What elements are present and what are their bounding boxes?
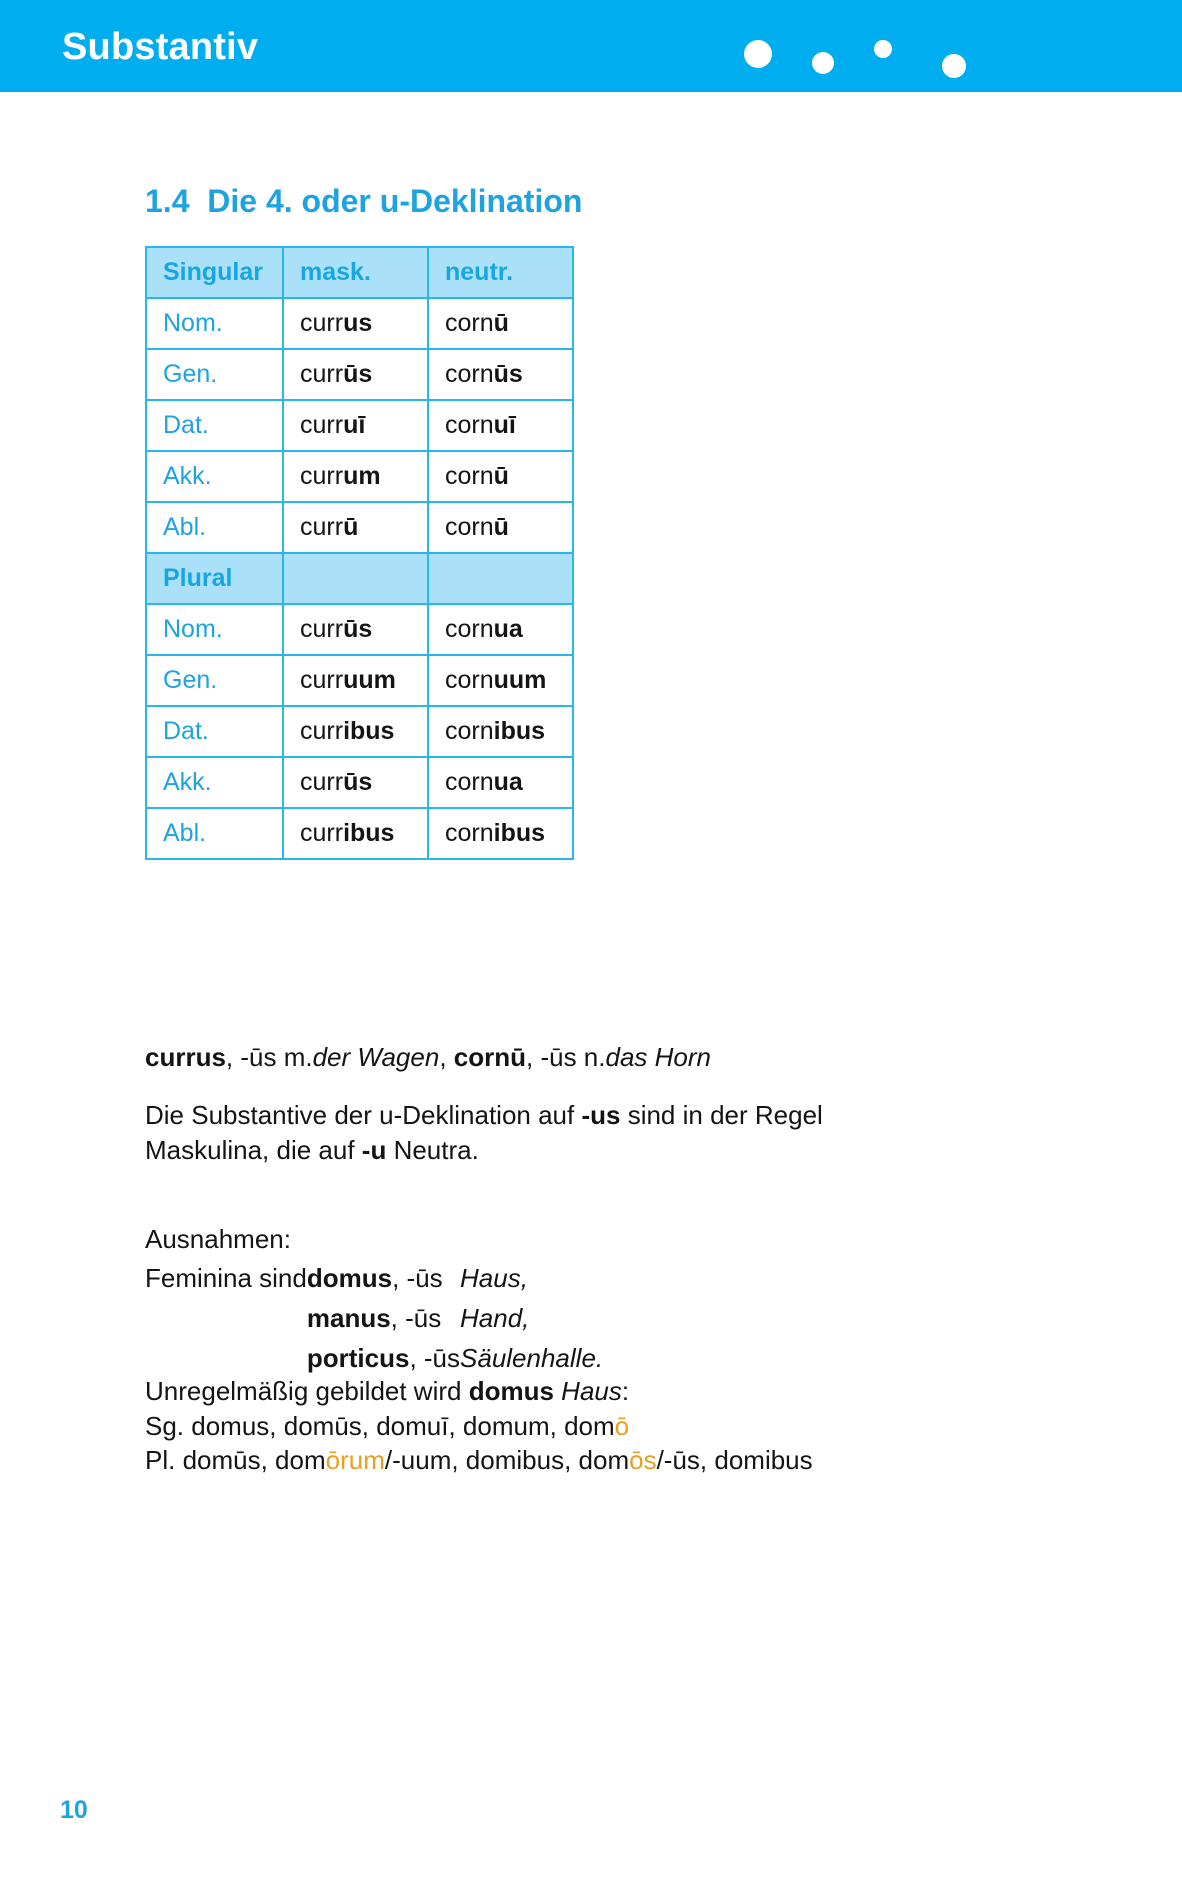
form-mask xyxy=(283,757,428,808)
rule-text-3: Neutra. xyxy=(386,1134,479,1165)
form-neutr xyxy=(428,451,573,502)
gloss-line xyxy=(145,1040,965,1075)
header-dot-medium-icon xyxy=(812,52,834,74)
form-stem: curr xyxy=(300,411,344,439)
form-stem: corn xyxy=(445,768,494,796)
form-ending: ibus xyxy=(493,819,546,847)
form-ending: ibus xyxy=(343,819,395,847)
form-stem: curr xyxy=(300,819,344,847)
exception-word-gen: , -ūs xyxy=(390,1302,442,1333)
exception-translation: Säulenhalle. xyxy=(460,1342,604,1373)
form-ending: uum xyxy=(343,666,396,694)
plural-empty-neutr xyxy=(428,553,573,604)
irregular-intro-text-2: : xyxy=(621,1376,630,1406)
gloss-word-1: currus xyxy=(145,1042,226,1072)
gloss-separator: , xyxy=(439,1042,454,1072)
irregular-pl-accent-2: ō xyxy=(629,1445,644,1476)
form-neutr xyxy=(428,400,573,451)
irregular-pl-text-5: /-ūs, domibus xyxy=(656,1445,813,1476)
table-row xyxy=(146,451,573,502)
exceptions-block xyxy=(145,1262,603,1381)
form-ending: uī xyxy=(493,411,516,439)
header-dot-medium-2-icon xyxy=(942,54,966,78)
exception-word-bold: manus xyxy=(306,1302,391,1333)
gloss-translation-1: der Wagen xyxy=(312,1042,440,1072)
table-row xyxy=(146,604,573,655)
exception-word-bold: domus xyxy=(306,1263,393,1293)
irregular-sg-accent: ō xyxy=(614,1410,630,1441)
form-stem: corn xyxy=(445,462,494,490)
form-stem: curr xyxy=(300,666,344,694)
form-ending: um xyxy=(343,462,381,490)
form-mask xyxy=(283,502,428,553)
exceptions-table xyxy=(145,1262,603,1381)
table-row xyxy=(146,655,573,706)
irregular-pl-text-2: rum xyxy=(340,1445,385,1476)
exception-translation: Hand, xyxy=(460,1302,530,1333)
form-neutr xyxy=(428,655,573,706)
header-dot-large-icon xyxy=(744,40,772,68)
table-row xyxy=(146,349,573,400)
form-neutr xyxy=(428,502,573,553)
form-stem: corn xyxy=(445,513,494,541)
exception-row xyxy=(145,1262,603,1302)
gloss-gen-2: , -ūs n. xyxy=(526,1042,606,1072)
irregular-intro-text-1: Unregelmäßig gebildet wird xyxy=(145,1376,469,1406)
exception-word xyxy=(307,1302,460,1342)
form-neutr xyxy=(428,604,573,655)
gloss-translation-2: das Horn xyxy=(605,1042,711,1072)
form-mask xyxy=(283,349,428,400)
irregular-intro xyxy=(145,1374,965,1409)
case-label: Nom. xyxy=(146,298,283,349)
form-ending: ū xyxy=(493,462,509,490)
exception-row xyxy=(145,1302,603,1342)
form-stem: corn xyxy=(445,360,494,388)
page-number: 10 xyxy=(60,1796,88,1824)
form-stem: curr xyxy=(300,513,344,541)
table-header-row xyxy=(146,247,573,298)
table-row xyxy=(146,298,573,349)
table-row xyxy=(146,808,573,859)
form-stem: corn xyxy=(445,615,494,643)
table-row xyxy=(146,757,573,808)
page-title: Substantiv xyxy=(62,26,259,68)
exceptions-lead-spacer xyxy=(145,1302,307,1342)
form-mask xyxy=(283,400,428,451)
form-neutr xyxy=(428,349,573,400)
irregular-pl-accent-1: ō xyxy=(325,1445,341,1476)
form-neutr xyxy=(428,298,573,349)
form-ending: ibus xyxy=(493,717,546,745)
case-label: Gen. xyxy=(146,655,283,706)
form-mask xyxy=(283,808,428,859)
form-ending: ū xyxy=(493,513,509,541)
exception-translation: Haus, xyxy=(460,1263,528,1293)
plural-empty-mask xyxy=(283,553,428,604)
exception-word-gen: , -ūs xyxy=(409,1342,461,1373)
form-stem: corn xyxy=(445,666,494,694)
form-ending: us xyxy=(343,309,373,337)
form-ending: ūs xyxy=(493,360,523,388)
form-stem: curr xyxy=(300,462,344,490)
form-stem: corn xyxy=(445,819,494,847)
exceptions-lead: Feminina sind xyxy=(145,1263,307,1293)
plural-label: Plural xyxy=(146,553,283,604)
declension-table xyxy=(145,246,574,860)
header-dot-small-icon xyxy=(874,40,892,58)
form-stem: corn xyxy=(445,309,494,337)
rule-paragraph xyxy=(145,1098,905,1167)
form-ending: uum xyxy=(493,666,547,694)
case-label: Abl. xyxy=(146,502,283,553)
table-row xyxy=(146,706,573,757)
form-stem: curr xyxy=(300,309,344,337)
case-label: Dat. xyxy=(146,400,283,451)
case-label: Akk. xyxy=(146,757,283,808)
irregular-pl-text-1: Pl. domūs, dom xyxy=(145,1445,326,1476)
form-neutr xyxy=(428,706,573,757)
irregular-plural-line xyxy=(145,1443,965,1478)
form-ending: ūs xyxy=(343,768,373,796)
rule-bold-1: -us xyxy=(581,1100,621,1130)
case-label: Akk. xyxy=(146,451,283,502)
form-ending: ū xyxy=(343,513,359,541)
column-header-singular: Singular xyxy=(146,247,283,298)
section-heading: 1.4 Die 4. oder u-Deklination xyxy=(145,183,583,219)
column-header-mask: mask. xyxy=(283,247,428,298)
form-mask xyxy=(283,706,428,757)
form-ending: ūs xyxy=(343,360,373,388)
case-label: Abl. xyxy=(146,808,283,859)
form-mask xyxy=(283,604,428,655)
gloss-word-2: cornū xyxy=(453,1042,526,1072)
irregular-pl-text-4: s xyxy=(643,1445,657,1476)
irregular-singular-line xyxy=(145,1409,965,1444)
column-header-neutr: neutr. xyxy=(428,247,573,298)
exception-word-bold: porticus xyxy=(306,1342,410,1373)
rule-text-2: sind in der Regel Maskulina, die auf xyxy=(145,1100,823,1165)
case-label: Gen. xyxy=(146,349,283,400)
form-stem: corn xyxy=(445,411,494,439)
form-stem: curr xyxy=(300,615,344,643)
exception-word-gen: , -ūs xyxy=(392,1263,443,1293)
form-neutr xyxy=(428,808,573,859)
form-mask xyxy=(283,655,428,706)
form-stem: curr xyxy=(300,768,344,796)
table-plural-divider-row xyxy=(146,553,573,604)
form-ending: ū xyxy=(493,309,509,337)
form-ending: uī xyxy=(343,411,366,439)
page-header-bar xyxy=(0,0,1182,92)
form-ending: ūs xyxy=(343,615,373,643)
gloss-gen-1: , -ūs m. xyxy=(225,1042,313,1072)
form-mask xyxy=(283,298,428,349)
table-row xyxy=(146,400,573,451)
irregular-intro-italic: Haus xyxy=(553,1376,622,1406)
form-mask xyxy=(283,451,428,502)
form-stem: curr xyxy=(300,717,344,745)
form-ending: ibus xyxy=(343,717,395,745)
rule-text-1: Die Substantive der u-Deklination auf xyxy=(145,1100,582,1130)
irregular-pl-text-3: /-uum, domibus, dom xyxy=(384,1445,630,1476)
exception-word xyxy=(307,1262,460,1302)
form-stem: corn xyxy=(445,717,494,745)
irregular-intro-bold: domus xyxy=(468,1376,554,1406)
irregular-block xyxy=(145,1374,965,1478)
case-label: Dat. xyxy=(146,706,283,757)
form-stem: curr xyxy=(300,360,344,388)
exceptions-title: Ausnahmen: xyxy=(145,1224,291,1254)
case-label: Nom. xyxy=(146,604,283,655)
form-neutr xyxy=(428,757,573,808)
rule-bold-2: -u xyxy=(361,1134,387,1165)
form-ending: ua xyxy=(493,615,523,643)
form-ending: ua xyxy=(493,768,523,796)
table-row xyxy=(146,502,573,553)
irregular-sg-text: Sg. domus, domūs, domuī, domum, dom xyxy=(145,1410,615,1441)
